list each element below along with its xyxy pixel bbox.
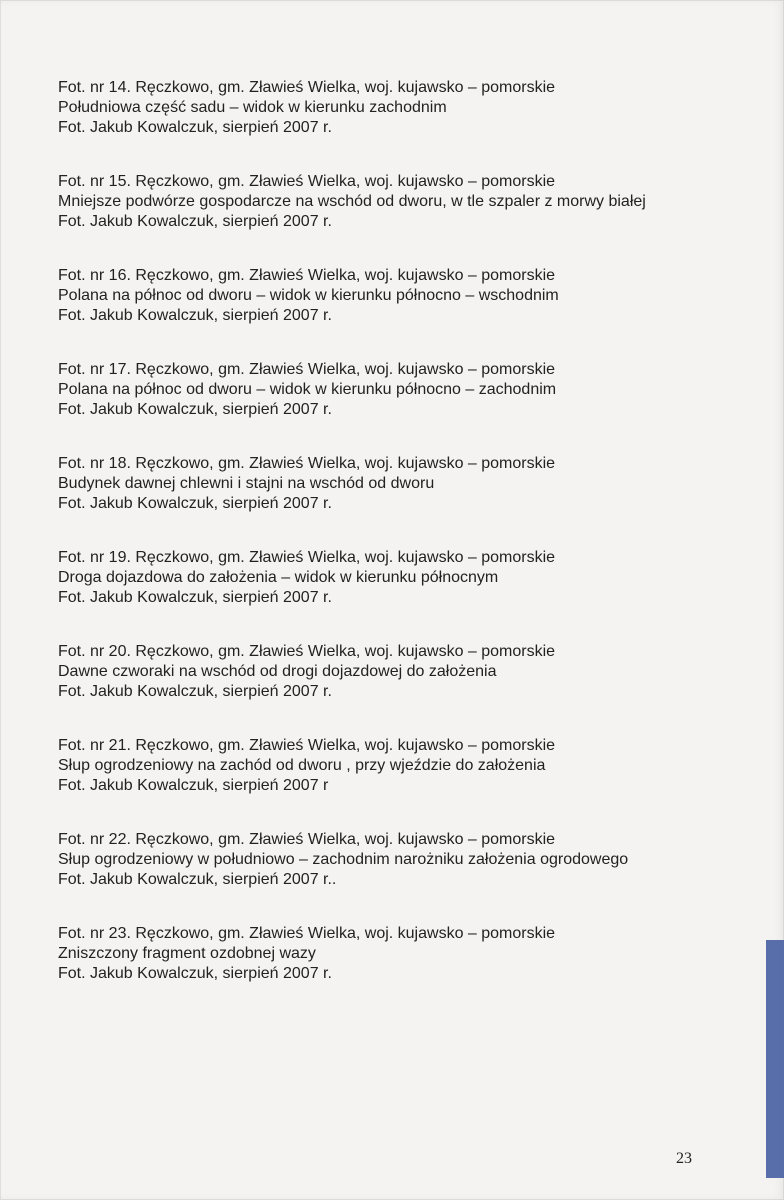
caption-description: Południowa część sadu – widok w kierunku zachodnim xyxy=(58,99,447,116)
caption-description: Droga dojazdowa do założenia – widok w kierunku północnym xyxy=(58,569,499,586)
photo-caption-16 xyxy=(58,266,718,326)
caption-description: Polana na północ od dworu – widok w kierunku północno – wschodnim xyxy=(58,287,559,304)
caption-credit: Fot. Jakub Kowalczuk, sierpień 2007 r. xyxy=(58,965,332,982)
caption-credit: Fot. Jakub Kowalczuk, sierpień 2007 r. xyxy=(58,495,332,512)
caption-description: Dawne czworaki na wschód od drogi dojazdowej do założenia xyxy=(58,663,497,680)
caption-credit: Fot. Jakub Kowalczuk, sierpień 2007 r. xyxy=(58,401,332,418)
caption-title: Fot. nr 16. Ręczkowo, gm. Zławieś Wielka, woj. kujawsko – pomorskie xyxy=(58,267,556,284)
caption-title: Fot. nr 17. Ręczkowo, gm. Zławieś Wielka, woj. kujawsko – pomorskie xyxy=(58,361,556,378)
photo-caption-22 xyxy=(58,830,718,890)
caption-credit: Fot. Jakub Kowalczuk, sierpień 2007 r. xyxy=(58,683,332,700)
photo-caption-18 xyxy=(58,454,718,514)
photo-caption-17 xyxy=(58,360,718,420)
caption-title: Fot. nr 19. Ręczkowo, gm. Zławieś Wielka, woj. kujawsko – pomorskie xyxy=(58,549,556,566)
caption-title: Fot. nr 14. Ręczkowo, gm. Zławieś Wielka, woj. kujawsko – pomorskie xyxy=(58,79,556,96)
caption-description: Polana na północ od dworu – widok w kierunku północno – zachodnim xyxy=(58,381,557,398)
photo-caption-14 xyxy=(58,78,718,138)
caption-credit: Fot. Jakub Kowalczuk, sierpień 2007 r xyxy=(58,777,329,794)
caption-description: Mniejsze podwórze gospodarcze na wschód od dworu, w tle szpaler z morwy białej xyxy=(58,193,646,210)
caption-credit: Fot. Jakub Kowalczuk, sierpień 2007 r. xyxy=(58,307,332,324)
photo-caption-19 xyxy=(58,548,718,608)
photo-caption-23 xyxy=(58,924,718,984)
caption-title: Fot. nr 23. Ręczkowo, gm. Zławieś Wielka, woj. kujawsko – pomorskie xyxy=(58,925,556,942)
page-number: 23 xyxy=(676,1150,692,1167)
caption-credit: Fot. Jakub Kowalczuk, sierpień 2007 r. xyxy=(58,119,332,136)
photo-caption-20 xyxy=(58,642,718,702)
photo-caption-15 xyxy=(58,172,718,232)
caption-credit: Fot. Jakub Kowalczuk, sierpień 2007 r. xyxy=(58,589,332,606)
caption-credit: Fot. Jakub Kowalczuk, sierpień 2007 r. xyxy=(58,213,332,230)
caption-list xyxy=(58,78,718,984)
caption-title: Fot. nr 20. Ręczkowo, gm. Zławieś Wielka, woj. kujawsko – pomorskie xyxy=(58,643,556,660)
caption-title: Fot. nr 22. Ręczkowo, gm. Zławieś Wielka, woj. kujawsko – pomorskie xyxy=(58,831,556,848)
caption-title: Fot. nr 18. Ręczkowo, gm. Zławieś Wielka, woj. kujawsko – pomorskie xyxy=(58,455,556,472)
photo-caption-21 xyxy=(58,736,718,796)
caption-title: Fot. nr 15. Ręczkowo, gm. Zławieś Wielka, woj. kujawsko – pomorskie xyxy=(58,173,556,190)
caption-credit: Fot. Jakub Kowalczuk, sierpień 2007 r.. xyxy=(58,871,337,888)
caption-description: Budynek dawnej chlewni i stajni na wschód od dworu xyxy=(58,475,435,492)
caption-title: Fot. nr 21. Ręczkowo, gm. Zławieś Wielka, woj. kujawsko – pomorskie xyxy=(58,737,556,754)
caption-description: Słup ogrodzeniowy w południowo – zachodnim narożniku założenia ogrodowego xyxy=(58,851,629,868)
caption-description: Zniszczony fragment ozdobnej wazy xyxy=(58,945,316,962)
caption-description: Słup ogrodzeniowy na zachód od dworu , przy wjeździe do założenia xyxy=(58,757,546,774)
edge-strip xyxy=(766,940,784,1178)
